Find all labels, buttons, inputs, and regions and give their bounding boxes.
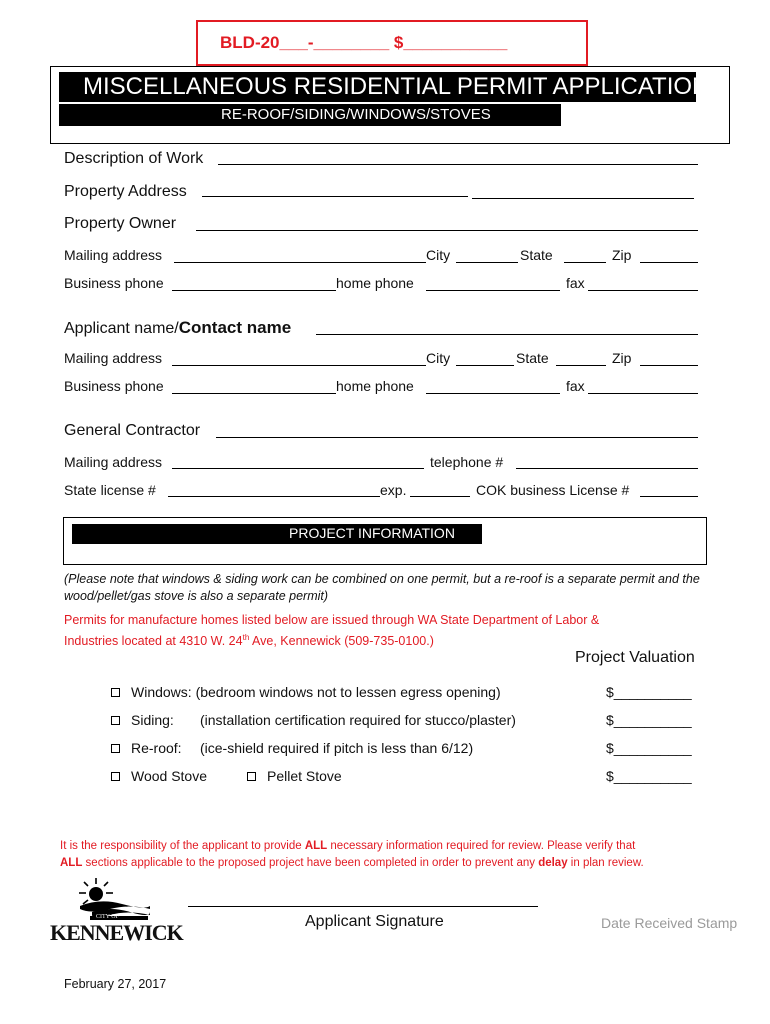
owner-fax-label: fax bbox=[566, 275, 585, 291]
applicant-home-phone-label: home phone bbox=[336, 378, 414, 394]
siding-checkbox[interactable] bbox=[111, 716, 120, 725]
wood-stove-label: Wood Stove bbox=[131, 768, 208, 784]
warn-b2: ALL bbox=[60, 857, 83, 869]
warn-b1: ALL bbox=[304, 840, 328, 852]
project-valuation-label: Project Valuation bbox=[575, 649, 695, 666]
owner-zip-field[interactable] bbox=[640, 262, 698, 263]
siding-label: Siding: bbox=[131, 712, 174, 728]
applicant-fax-field[interactable] bbox=[588, 393, 698, 394]
state-license-label: State license # bbox=[64, 482, 156, 498]
reroof-valuation[interactable]: $__________ bbox=[606, 740, 692, 756]
property-owner-label: Property Owner bbox=[64, 215, 177, 232]
project-info-header: PROJECT INFORMATION bbox=[289, 525, 455, 541]
pellet-stove-label: Pellet Stove bbox=[267, 768, 342, 784]
applicant-mailing-field[interactable] bbox=[172, 365, 426, 366]
signature-field[interactable] bbox=[188, 906, 538, 907]
property-owner-field[interactable] bbox=[196, 230, 698, 231]
owner-home-phone-field[interactable] bbox=[426, 290, 560, 291]
applicant-business-phone-field[interactable] bbox=[172, 393, 336, 394]
applicant-state-field[interactable] bbox=[556, 365, 606, 366]
cok-license-field[interactable] bbox=[640, 496, 698, 497]
owner-mailing-label: Mailing address bbox=[64, 247, 163, 263]
contractor-telephone-label: telephone # bbox=[430, 454, 504, 470]
applicant-state-label: State bbox=[516, 350, 549, 366]
date-received-stamp: Date Received Stamp bbox=[601, 915, 738, 931]
owner-business-phone-field[interactable] bbox=[172, 290, 336, 291]
reroof-label: Re-roof: bbox=[131, 740, 182, 756]
applicant-name-field[interactable] bbox=[316, 334, 698, 335]
applicant-business-phone-label: Business phone bbox=[64, 378, 164, 394]
cok-license-label: COK business License # bbox=[476, 482, 630, 498]
warn-p1: It is the responsibility of the applicant to provide bbox=[60, 840, 305, 852]
red-note-sup: th bbox=[242, 633, 250, 642]
applicant-city-label: City bbox=[426, 350, 451, 366]
description-label: Description of Work bbox=[64, 150, 204, 167]
project-info-bar bbox=[72, 524, 482, 544]
owner-state-label: State bbox=[520, 247, 553, 263]
permit-number-text: BLD-20___-________ $___________ bbox=[220, 33, 508, 52]
form-date: February 27, 2017 bbox=[64, 977, 167, 991]
contractor-telephone-field[interactable] bbox=[516, 468, 698, 469]
applicant-zip-label: Zip bbox=[612, 350, 632, 366]
state-license-field[interactable] bbox=[168, 496, 380, 497]
general-contractor-label: General Contractor bbox=[64, 422, 201, 439]
logo-small-text: CITY OF bbox=[96, 914, 119, 920]
red-note-line1: Permits for manufacture homes listed below are issued through WA State Department of Labor & bbox=[64, 613, 600, 627]
applicant-name-label bbox=[64, 318, 291, 338]
owner-mailing-field[interactable] bbox=[174, 262, 426, 263]
kennewick-logo bbox=[50, 876, 183, 945]
permit-number-box bbox=[196, 20, 588, 66]
pellet-stove-checkbox[interactable] bbox=[247, 772, 256, 781]
property-address-label: Property Address bbox=[64, 183, 187, 200]
reroof-detail: (ice-shield required if pitch is less than 6/12) bbox=[200, 740, 474, 756]
exp-label: exp. bbox=[380, 482, 407, 498]
contact-name-text: Contact name bbox=[178, 318, 292, 337]
windows-checkbox[interactable] bbox=[111, 688, 120, 697]
subtitle-bar bbox=[59, 104, 561, 126]
owner-city-label: City bbox=[426, 247, 451, 263]
owner-city-field[interactable] bbox=[456, 262, 518, 263]
stove-valuation[interactable]: $__________ bbox=[606, 768, 692, 784]
applicant-zip-field[interactable] bbox=[640, 365, 698, 366]
red-note-line2-pre: Industries located at 4310 W. 24 bbox=[64, 634, 243, 649]
owner-home-phone-label: home phone bbox=[336, 275, 414, 291]
red-note-line2-post: Ave, Kennewick (509-735-0100.) bbox=[249, 634, 434, 649]
siding-valuation[interactable]: $__________ bbox=[606, 712, 692, 728]
siding-detail: (installation certification required for stucco/plaster) bbox=[200, 712, 516, 728]
property-address-field-2[interactable] bbox=[472, 198, 694, 199]
title-bar bbox=[59, 72, 710, 102]
page-title: MISCELLANEOUS RESIDENTIAL PERMIT APPLICATION bbox=[83, 73, 710, 100]
applicant-city-field[interactable] bbox=[456, 365, 514, 366]
applicant-fax-label: fax bbox=[566, 378, 585, 394]
wood-stove-checkbox[interactable] bbox=[111, 772, 120, 781]
signature-label: Applicant Signature bbox=[305, 913, 444, 930]
owner-fax-field[interactable] bbox=[588, 290, 698, 291]
project-note: (Please note that windows & siding work can be combined on one permit, but a re-roof is a separate permit and the wood/pellet/gas stove is also a separate permit) bbox=[64, 572, 700, 603]
contractor-mailing-label: Mailing address bbox=[64, 454, 163, 470]
property-address-field-1[interactable] bbox=[202, 196, 468, 197]
owner-business-phone-label: Business phone bbox=[64, 275, 164, 291]
warn-p4: in plan review. bbox=[567, 857, 644, 869]
applicant-home-phone-field[interactable] bbox=[426, 393, 560, 394]
page-subtitle: RE-ROOF/SIDING/WINDOWS/STOVES bbox=[221, 106, 491, 123]
reroof-checkbox[interactable] bbox=[111, 744, 120, 753]
exp-field[interactable] bbox=[410, 496, 470, 497]
warn-b3: delay bbox=[538, 857, 568, 869]
owner-state-field[interactable] bbox=[564, 262, 606, 263]
responsibility-warning bbox=[60, 838, 710, 872]
manufactured-homes-note bbox=[64, 612, 704, 650]
applicant-mailing-label: Mailing address bbox=[64, 350, 163, 366]
description-field[interactable] bbox=[218, 164, 698, 165]
applicant-name-text: Applicant name/ bbox=[64, 320, 179, 337]
windows-label: Windows: (bedroom windows not to lessen egress opening) bbox=[131, 684, 501, 700]
warn-p2: necessary information required for review. Please verify that bbox=[327, 840, 636, 852]
windows-valuation[interactable]: $__________ bbox=[606, 684, 692, 700]
logo-text: KENNEWICK bbox=[50, 920, 183, 945]
contractor-mailing-field[interactable] bbox=[172, 468, 424, 469]
warn-p3: sections applicable to the proposed project have been completed in order to prevent any bbox=[82, 857, 539, 869]
general-contractor-field[interactable] bbox=[216, 437, 698, 438]
owner-zip-label: Zip bbox=[612, 247, 632, 263]
